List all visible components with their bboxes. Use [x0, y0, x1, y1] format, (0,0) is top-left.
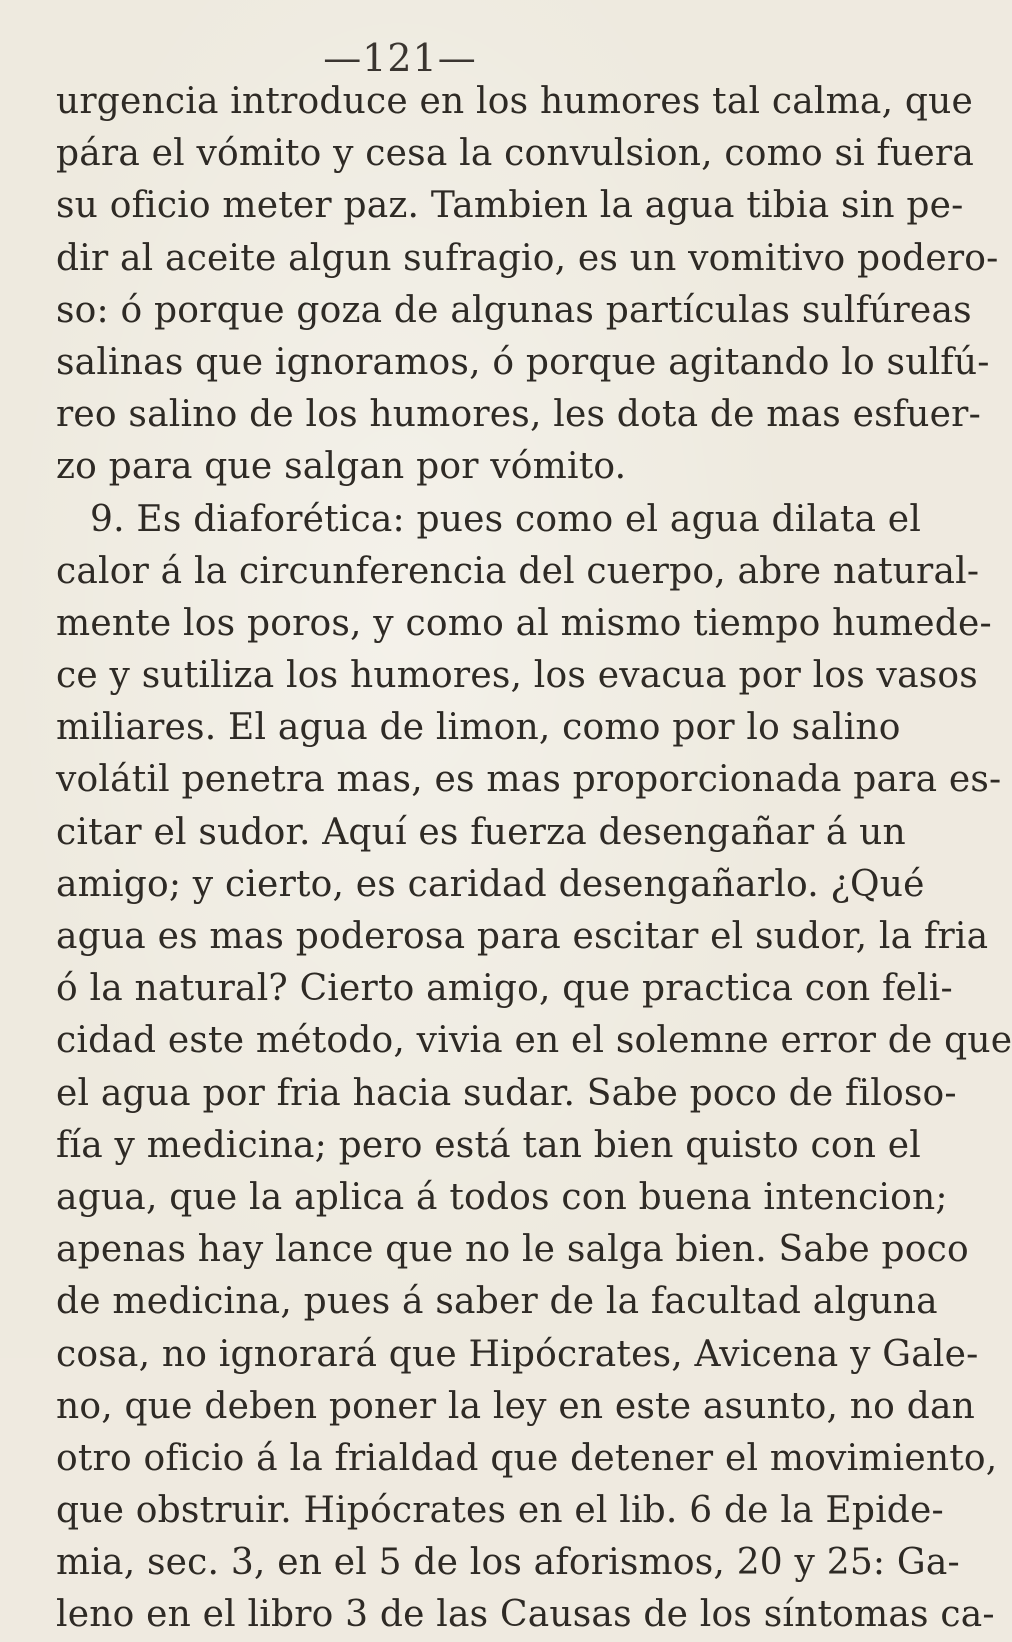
text-line: cidad este método, vivia en el solemne error de que: [56, 1020, 1012, 1062]
text-line: cosa, no ignorará que Hipócrates, Avicena y Gale-: [56, 1333, 979, 1375]
text-line: urgencia introduce en los humores tal calma, que: [56, 81, 974, 122]
text-line: ó la natural? Cierto amigo, que practica con feli-: [56, 968, 953, 1010]
text-line: citar el sudor. Aquí es fuerza desengañar á un: [56, 811, 906, 853]
text-line: fía y medicina; pero está tan bien quisto con el: [56, 1124, 921, 1166]
text-line: mente los poros, y como al mismo tiempo humede-: [56, 602, 992, 644]
text-line: pára el vómito y cesa la convulsion, como si fuera: [56, 133, 974, 175]
text-line: amigo; y cierto, es caridad desengañarlo. ¿Qué: [56, 863, 925, 905]
text-line: salinas que ignoramos, ó porque agitando lo sulfú-: [56, 341, 990, 383]
text-line: mia, sec. 3, en el 5 de los aforismos, 20 y 25: Ga-: [56, 1542, 960, 1584]
text-line: zo para que salgan por vómito.: [56, 446, 627, 488]
text-line: 9. Es diaforética: pues como el agua dilata el: [90, 498, 922, 540]
text-line: volátil penetra mas, es mas proporcionada para es-: [56, 759, 1002, 801]
text-line: dir al aceite algun sufragio, es un vomitivo podero-: [56, 237, 999, 279]
page-number: —121—: [323, 36, 477, 80]
text-line: calor á la circunferencia del cuerpo, abre natural-: [56, 550, 980, 592]
text-line: su oficio meter paz. Tambien la agua tibia sin pe-: [56, 185, 964, 227]
text-line: agua es mas poderosa para escitar el sudor, la fria: [56, 916, 989, 957]
text-line: agua, que la aplica á todos con buena intencion;: [56, 1176, 948, 1218]
text-line: ce y sutiliza los humores, los evacua por los vasos: [56, 655, 978, 697]
text-line: miliares. El agua de limon, como por lo salino: [56, 707, 901, 749]
text-line: apenas hay lance que no le salga bien. Sabe poco: [56, 1229, 969, 1271]
text-line: el agua por fria hacia sudar. Sabe poco de filoso-: [56, 1072, 957, 1114]
text-line: de medicina, pues á saber de la facultad alguna: [56, 1281, 938, 1323]
text-line: no, que deben poner la ley en este asunto, no dan: [56, 1385, 975, 1427]
text-line: leno en el libro 3 de las Causas de los síntomas ca-: [56, 1594, 995, 1636]
text-line: so: ó porque goza de algunas partículas sulfúreas: [56, 289, 972, 331]
text-line: otro oficio á la frialdad que detener el movimiento,: [56, 1437, 998, 1479]
body-text: [56, 76, 1012, 1642]
text-line: reo salino de los humores, les dota de mas esfuer-: [56, 394, 981, 436]
text-line: que obstruir. Hipócrates en el lib. 6 de la Epide-: [56, 1490, 944, 1532]
